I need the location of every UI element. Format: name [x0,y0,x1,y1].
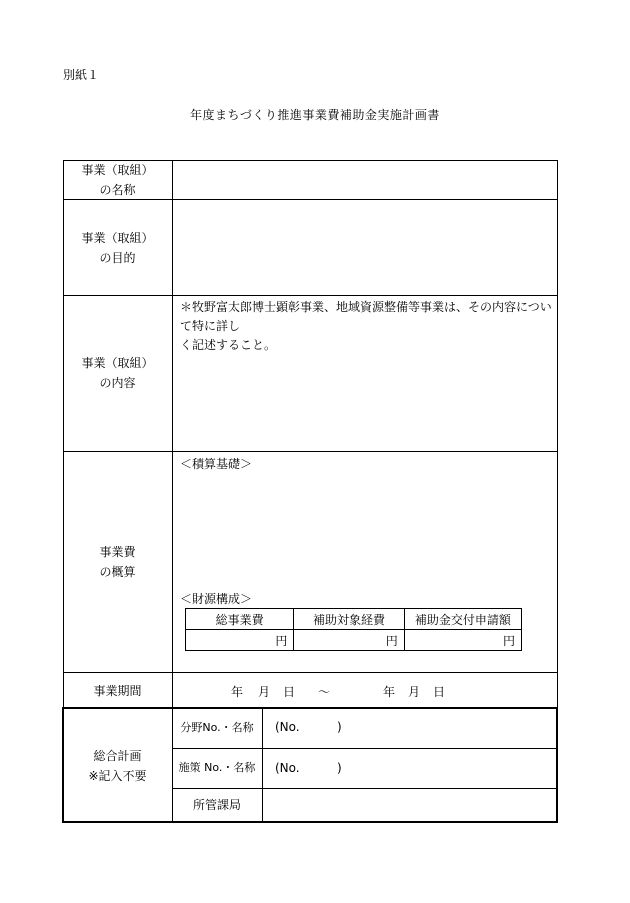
field-no-close: ) [337,720,342,734]
start-month: 月 [258,685,271,699]
plan-label: 総合計画 ※記入不要 [88,749,147,783]
content-field[interactable] [173,340,556,450]
total-cost-cell[interactable] [186,630,294,651]
field-no-open: (No. [275,720,300,734]
name-field[interactable] [173,161,556,198]
attachment-label: 別紙１ [63,68,100,82]
yen-unit: 円 [385,633,398,648]
basis-field[interactable] [173,474,556,584]
purpose-label: 事業（取組） の目的 [81,231,154,265]
period-label: 事業期間 [93,684,142,698]
eligible-cost-header: 補助対象経費 [294,609,404,630]
grant-request-header: 補助金交付申請額 [404,609,521,630]
measure-no-close: ) [337,761,342,775]
name-label: 事業（取組） の名称 [81,163,154,197]
funding-table [185,608,522,651]
content-label: 事業（取組） の内容 [81,356,154,390]
period-separator: ～ [318,685,331,699]
content-note: ＊牧野富太郎博士顕彰事業、地域資源整備等事業は、その内容について特に詳し く記述すること。 [180,300,552,352]
form-title: 年度まちづくり推進事業費補助金実施計画書 [190,108,440,122]
eligible-cost-cell[interactable] [294,630,404,651]
measure-no-label: 施策 No.・名称 [178,761,256,774]
purpose-field[interactable] [173,200,556,294]
end-year: 年 [383,685,396,699]
grant-request-cell[interactable] [404,630,521,651]
measure-no-open: (No. [275,761,300,775]
funding-heading: ＜財源構成＞ [180,592,253,606]
end-day: 日 [433,685,446,699]
total-cost-header: 総事業費 [186,609,294,630]
cost-label: 事業費 の概算 [99,545,136,579]
start-day: 日 [283,685,296,699]
yen-unit: 円 [275,633,288,648]
yen-unit: 円 [502,633,515,648]
field-no-label: 分野No.・名称 [180,721,254,734]
dept-label: 所管課局 [192,798,241,812]
end-month: 月 [408,685,421,699]
basis-heading: ＜積算基礎＞ [180,457,253,471]
start-year: 年 [231,685,244,699]
dept-field[interactable] [263,789,556,821]
